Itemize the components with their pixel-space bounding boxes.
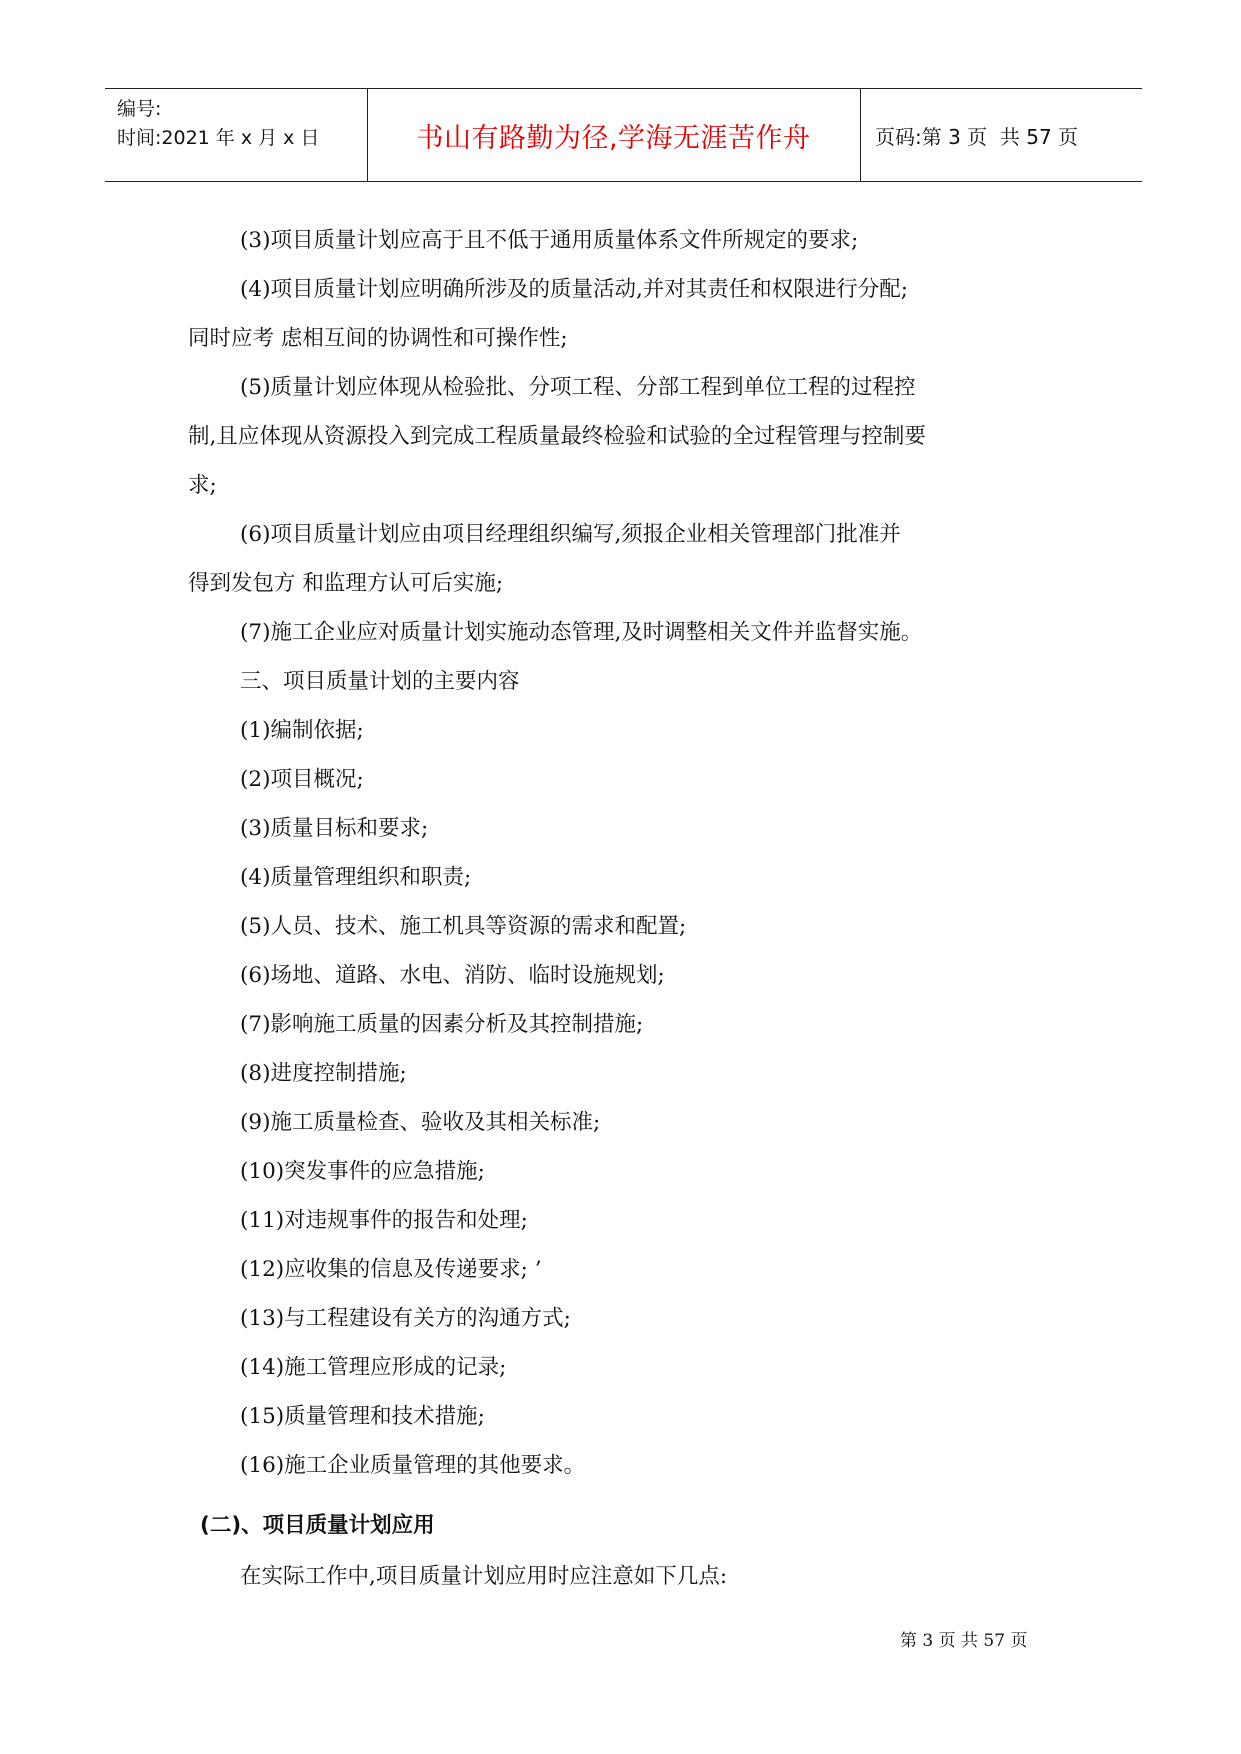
paragraph-line: (6)项目质量计划应由项目经理组织编写,须报企业相关管理部门批准并	[240, 522, 901, 547]
paragraph	[188, 608, 1058, 657]
list-item: (7)影响施工质量的因素分析及其控制措施;	[240, 1012, 644, 1037]
header-motto: 书山有路勤为径,学海无涯苦作舟	[416, 122, 811, 154]
paragraph	[188, 265, 1058, 363]
list-item: (2)项目概况;	[240, 767, 364, 792]
header-time-label: 时间:2021 年 x 月 x 日	[117, 127, 320, 149]
paragraph	[188, 216, 1058, 265]
paragraph-line: (5)质量计划应体现从检验批、分项工程、分部工程到单位工程的过程控	[240, 375, 916, 400]
list-item: (16)施工企业质量管理的其他要求。	[240, 1453, 586, 1478]
list-item: (8)进度控制措施;	[240, 1061, 407, 1086]
header-meta	[117, 95, 319, 153]
list-item: (4)质量管理组织和职责;	[240, 865, 472, 890]
paragraph-line: 同时应考 虑相互间的协调性和可操作性;	[188, 326, 568, 351]
paragraph-line: (7)施工企业应对质量计划实施动态管理,及时调整相关文件并监督实施。	[240, 620, 923, 645]
header-divider-right	[860, 89, 861, 181]
paragraph	[188, 510, 1058, 608]
section-title: (二)、项目质量计划应用	[200, 1513, 435, 1538]
header-number-label: 编号:	[117, 98, 162, 120]
section-intro: 在实际工作中,项目质量计划应用时应注意如下几点:	[240, 1564, 728, 1589]
list-item: (6)场地、道路、水电、消防、临时设施规划;	[240, 963, 665, 988]
list-item: (3)质量目标和要求;	[240, 816, 429, 841]
list-item: (15)质量管理和技术措施;	[240, 1404, 485, 1429]
list-item: (12)应收集的信息及传递要求; ’	[240, 1257, 542, 1282]
list-item: (11)对违规事件的报告和处理;	[240, 1208, 528, 1233]
paragraph-line: 求;	[188, 473, 217, 498]
list-item: (13)与工程建设有关方的沟通方式;	[240, 1306, 571, 1331]
paragraph-line: (4)项目质量计划应明确所涉及的质量活动,并对其责任和权限进行分配;	[240, 277, 909, 302]
subsection-heading	[188, 657, 1058, 706]
header-page-label: 页码:第 3 页 共 57 页	[875, 124, 1079, 149]
list-item: (10)突发事件的应急措施;	[240, 1159, 485, 1184]
page-footer: 第 3 页 共 57 页	[900, 1631, 1028, 1651]
paragraph-line: 三、项目质量计划的主要内容	[240, 669, 520, 694]
paragraph-line: 制,且应体现从资源投入到完成工程质量最终检验和试验的全过程管理与控制要	[188, 424, 926, 449]
list-item: (1)编制依据;	[240, 718, 364, 743]
paragraph	[188, 363, 1058, 510]
document-body	[188, 216, 1058, 1490]
paragraph-line: (3)项目质量计划应高于且不低于通用质量体系文件所规定的要求;	[240, 228, 859, 253]
list-item: (5)人员、技术、施工机具等资源的需求和配置;	[240, 914, 687, 939]
list-item: (14)施工管理应形成的记录;	[240, 1355, 507, 1380]
page-header	[105, 88, 1142, 182]
list-item: (9)施工质量检查、验收及其相关标准;	[240, 1110, 601, 1135]
paragraph-line: 得到发包方 和监理方认可后实施;	[188, 571, 504, 596]
